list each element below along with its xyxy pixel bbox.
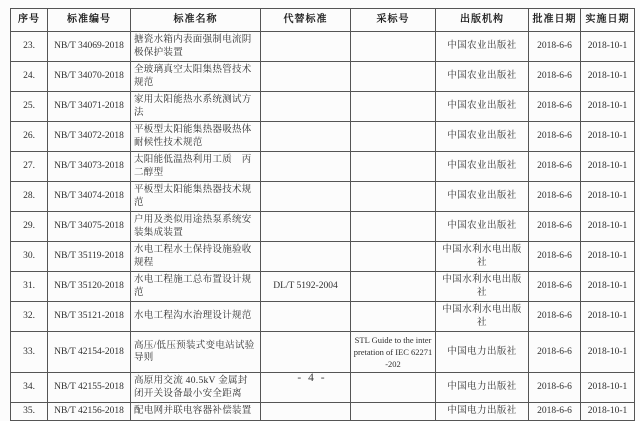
table-row — [11, 332, 635, 373]
cell-implemented: 2018-10-1 — [581, 182, 635, 212]
cell-code: NB/T 35121-2018 — [48, 302, 131, 332]
cell-publisher: 中国电力出版社 — [436, 373, 529, 403]
cell-adopted — [351, 62, 436, 92]
standards-table — [10, 8, 635, 421]
column-header: 代替标准 — [261, 9, 351, 32]
cell-code: NB/T 42156-2018 — [48, 403, 131, 421]
cell-code: NB/T 34071-2018 — [48, 92, 131, 122]
cell-code: NB/T 42154-2018 — [48, 332, 131, 373]
cell-implemented: 2018-10-1 — [581, 62, 635, 92]
table-row — [11, 182, 635, 212]
cell-publisher: 中国农业出版社 — [436, 32, 529, 62]
cell-no: 28. — [11, 182, 48, 212]
column-header: 实施日期 — [581, 9, 635, 32]
cell-name: 配电网并联电容器补偿装置 — [131, 403, 261, 421]
cell-replaces — [261, 62, 351, 92]
cell-no: 23. — [11, 32, 48, 62]
cell-code: NB/T 35119-2018 — [48, 242, 131, 272]
table-row — [11, 92, 635, 122]
cell-replaces: DL/T 5192-2004 — [261, 272, 351, 302]
cell-no: 24. — [11, 62, 48, 92]
table-row — [11, 62, 635, 92]
cell-no: 26. — [11, 122, 48, 152]
cell-replaces — [261, 403, 351, 421]
cell-publisher: 中国水利水电出版社 — [436, 242, 529, 272]
cell-name: 搪瓷水箱内表面强制电流阴极保护装置 — [131, 32, 261, 62]
cell-approved: 2018-6-6 — [529, 92, 581, 122]
cell-implemented: 2018-10-1 — [581, 302, 635, 332]
cell-publisher: 中国电力出版社 — [436, 332, 529, 373]
column-header: 序号 — [11, 9, 48, 32]
cell-approved: 2018-6-6 — [529, 62, 581, 92]
cell-approved: 2018-6-6 — [529, 152, 581, 182]
cell-implemented: 2018-10-1 — [581, 242, 635, 272]
table-row — [11, 272, 635, 302]
cell-adopted: STL Guide to the interpretation of IEC 62271-202 — [351, 332, 436, 373]
cell-replaces — [261, 212, 351, 242]
cell-publisher: 中国农业出版社 — [436, 212, 529, 242]
cell-no: 32. — [11, 302, 48, 332]
cell-code: NB/T 42155-2018 — [48, 373, 131, 403]
cell-publisher: 中国农业出版社 — [436, 152, 529, 182]
cell-adopted — [351, 272, 436, 302]
cell-implemented: 2018-10-1 — [581, 212, 635, 242]
cell-code: NB/T 34070-2018 — [48, 62, 131, 92]
cell-name: 平板型太阳能集热器吸热体耐候性技术规范 — [131, 122, 261, 152]
cell-implemented: 2018-10-1 — [581, 122, 635, 152]
cell-code: NB/T 34073-2018 — [48, 152, 131, 182]
cell-no: 35. — [11, 403, 48, 421]
cell-adopted — [351, 92, 436, 122]
table-row — [11, 32, 635, 62]
cell-replaces — [261, 92, 351, 122]
cell-name: 水电工程沟水治理设计规范 — [131, 302, 261, 332]
cell-replaces — [261, 32, 351, 62]
cell-no: 27. — [11, 152, 48, 182]
cell-no: 31. — [11, 272, 48, 302]
cell-approved: 2018-6-6 — [529, 332, 581, 373]
column-header: 标准名称 — [131, 9, 261, 32]
cell-publisher: 中国农业出版社 — [436, 122, 529, 152]
table-row — [11, 242, 635, 272]
cell-implemented: 2018-10-1 — [581, 272, 635, 302]
cell-replaces — [261, 242, 351, 272]
cell-implemented: 2018-10-1 — [581, 373, 635, 403]
cell-name: 高原用交流 40.5kV 金属封闭开关设备最小安全距离 — [131, 373, 261, 403]
column-header: 批准日期 — [529, 9, 581, 32]
page-number: - 4 - — [297, 372, 327, 384]
cell-name: 全玻璃真空太阳集热管技术规范 — [131, 62, 261, 92]
cell-implemented: 2018-10-1 — [581, 32, 635, 62]
cell-code: NB/T 34069-2018 — [48, 32, 131, 62]
cell-adopted — [351, 122, 436, 152]
cell-approved: 2018-6-6 — [529, 212, 581, 242]
cell-replaces — [261, 302, 351, 332]
cell-publisher: 中国水利水电出版社 — [436, 272, 529, 302]
column-header: 标准编号 — [48, 9, 131, 32]
cell-replaces — [261, 122, 351, 152]
cell-publisher: 中国电力出版社 — [436, 403, 529, 421]
cell-no: 34. — [11, 373, 48, 403]
cell-no: 25. — [11, 92, 48, 122]
cell-publisher: 中国农业出版社 — [436, 62, 529, 92]
cell-replaces — [261, 152, 351, 182]
table-body — [11, 32, 635, 421]
cell-publisher: 中国农业出版社 — [436, 92, 529, 122]
cell-implemented: 2018-10-1 — [581, 332, 635, 373]
cell-name: 太阳能低温热利用工质 丙二醇型 — [131, 152, 261, 182]
cell-replaces — [261, 332, 351, 373]
cell-code: NB/T 34074-2018 — [48, 182, 131, 212]
table-header-row — [11, 9, 635, 32]
cell-name: 高压/低压预装式变电站试验导则 — [131, 332, 261, 373]
cell-no: 29. — [11, 212, 48, 242]
cell-adopted — [351, 32, 436, 62]
cell-approved: 2018-6-6 — [529, 182, 581, 212]
column-header: 采标号 — [351, 9, 436, 32]
cell-adopted — [351, 152, 436, 182]
table-row — [11, 302, 635, 332]
cell-name: 水电工程水土保持设施验收规程 — [131, 242, 261, 272]
cell-implemented: 2018-10-1 — [581, 403, 635, 421]
cell-publisher: 中国水利水电出版社 — [436, 302, 529, 332]
cell-approved: 2018-6-6 — [529, 122, 581, 152]
cell-name: 平板型太阳能集热器技术规范 — [131, 182, 261, 212]
cell-adopted — [351, 182, 436, 212]
cell-publisher: 中国农业出版社 — [436, 182, 529, 212]
cell-code: NB/T 34072-2018 — [48, 122, 131, 152]
column-header: 出版机构 — [436, 9, 529, 32]
table-row — [11, 212, 635, 242]
cell-adopted — [351, 242, 436, 272]
cell-implemented: 2018-10-1 — [581, 92, 635, 122]
cell-name: 户用及类似用途热泵系统安装集成装置 — [131, 212, 261, 242]
cell-approved: 2018-6-6 — [529, 302, 581, 332]
cell-name: 家用太阳能热水系统测试方法 — [131, 92, 261, 122]
cell-approved: 2018-6-6 — [529, 32, 581, 62]
cell-no: 33. — [11, 332, 48, 373]
table-row — [11, 122, 635, 152]
cell-approved: 2018-6-6 — [529, 242, 581, 272]
cell-approved: 2018-6-6 — [529, 403, 581, 421]
cell-approved: 2018-6-6 — [529, 373, 581, 403]
cell-replaces — [261, 182, 351, 212]
cell-approved: 2018-6-6 — [529, 272, 581, 302]
cell-adopted — [351, 212, 436, 242]
cell-no: 30. — [11, 242, 48, 272]
cell-code: NB/T 34075-2018 — [48, 212, 131, 242]
table-row — [11, 152, 635, 182]
cell-code: NB/T 35120-2018 — [48, 272, 131, 302]
cell-implemented: 2018-10-1 — [581, 152, 635, 182]
cell-adopted — [351, 302, 436, 332]
cell-adopted — [351, 403, 436, 421]
table-row — [11, 403, 635, 421]
cell-name: 水电工程施工总布置设计规范 — [131, 272, 261, 302]
